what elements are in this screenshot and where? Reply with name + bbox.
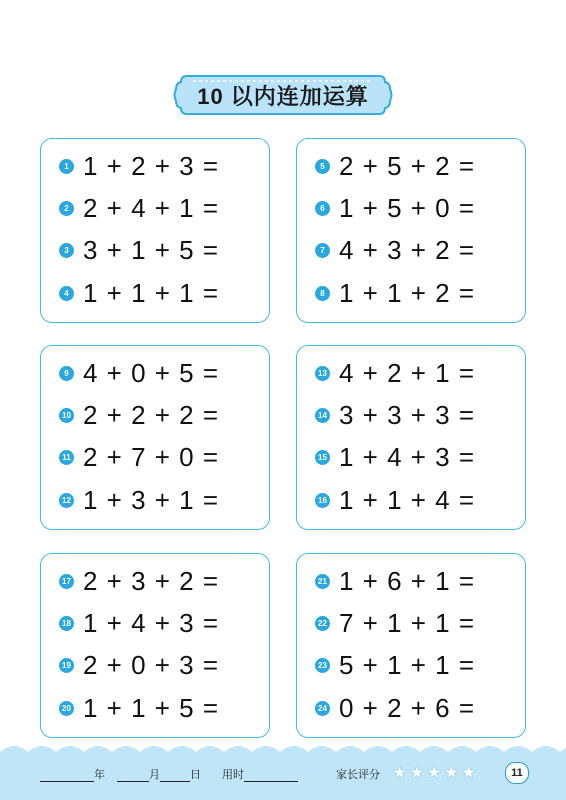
problem-number-badge: 11 bbox=[59, 450, 74, 465]
problem-number-badge: 7 bbox=[315, 243, 330, 258]
time-label: 用时 bbox=[222, 769, 244, 781]
problem-number-badge: 24 bbox=[315, 701, 330, 716]
problem-number-badge: 10 bbox=[59, 408, 74, 423]
problem-expression: 1 + 1 + 5 = bbox=[83, 692, 220, 723]
problem-row bbox=[59, 400, 219, 430]
problem-row bbox=[59, 650, 219, 680]
page-title-badge bbox=[173, 73, 393, 117]
problem-expression: 2 + 4 + 1 = bbox=[83, 192, 220, 223]
year-label: 年 bbox=[94, 769, 105, 781]
problem-panel bbox=[296, 553, 526, 738]
problem-number-badge: 6 bbox=[315, 201, 330, 216]
problem-expression: 4 + 3 + 2 = bbox=[339, 234, 476, 265]
problem-number-badge: 16 bbox=[315, 493, 330, 508]
problem-row bbox=[315, 193, 475, 223]
rating-stars[interactable] bbox=[392, 764, 476, 781]
problem-row bbox=[59, 693, 219, 723]
page-title: 10 以内连加运算 bbox=[197, 83, 369, 109]
problem-expression: 1 + 5 + 0 = bbox=[339, 192, 476, 223]
problem-row bbox=[315, 442, 475, 472]
problem-number-badge: 8 bbox=[315, 286, 330, 301]
problem-number-badge: 20 bbox=[59, 701, 74, 716]
problem-expression: 1 + 6 + 1 = bbox=[339, 565, 476, 596]
problem-row bbox=[59, 442, 219, 472]
problem-expression: 1 + 4 + 3 = bbox=[83, 607, 220, 638]
problem-number-badge: 1 bbox=[59, 159, 74, 174]
problem-row bbox=[59, 358, 219, 388]
problem-number-badge: 18 bbox=[59, 616, 74, 631]
problem-number-badge: 13 bbox=[315, 366, 330, 381]
rating-star-icon[interactable]: ★ bbox=[392, 763, 408, 782]
problem-expression: 0 + 2 + 6 = bbox=[339, 692, 476, 723]
problem-panel bbox=[296, 345, 526, 530]
problem-row bbox=[315, 400, 475, 430]
problem-panel bbox=[40, 138, 270, 323]
problem-expression: 2 + 3 + 2 = bbox=[83, 565, 220, 596]
problem-row bbox=[59, 608, 219, 638]
problem-expression: 5 + 1 + 1 = bbox=[339, 649, 476, 680]
problem-expression: 1 + 4 + 3 = bbox=[339, 441, 476, 472]
problem-row bbox=[315, 566, 475, 596]
problem-expression: 1 + 2 + 3 = bbox=[83, 150, 220, 181]
problem-expression: 4 + 0 + 5 = bbox=[83, 357, 220, 388]
problem-number-badge: 21 bbox=[315, 574, 330, 589]
problem-number-badge: 17 bbox=[59, 574, 74, 589]
problem-number-badge: 22 bbox=[315, 616, 330, 631]
rating-star-icon[interactable]: ★ bbox=[461, 763, 477, 782]
problem-number-badge: 15 bbox=[315, 450, 330, 465]
problem-row bbox=[315, 485, 475, 515]
rating-star-icon[interactable]: ★ bbox=[409, 763, 425, 782]
problem-row bbox=[315, 693, 475, 723]
problem-expression: 4 + 2 + 1 = bbox=[339, 357, 476, 388]
problem-number-badge: 2 bbox=[59, 201, 74, 216]
problem-number-badge: 4 bbox=[59, 286, 74, 301]
problem-number-badge: 23 bbox=[315, 658, 330, 673]
month-label: 月 bbox=[149, 769, 160, 781]
problem-expression: 2 + 5 + 2 = bbox=[339, 150, 476, 181]
problem-number-badge: 9 bbox=[59, 366, 74, 381]
problem-row bbox=[315, 278, 475, 308]
problem-row bbox=[59, 235, 219, 265]
problem-row bbox=[59, 566, 219, 596]
problem-row bbox=[315, 608, 475, 638]
problem-number-badge: 12 bbox=[59, 493, 74, 508]
problem-panel bbox=[40, 553, 270, 738]
problem-expression: 1 + 1 + 2 = bbox=[339, 277, 476, 308]
problem-panel bbox=[296, 138, 526, 323]
problem-expression: 7 + 1 + 1 = bbox=[339, 607, 476, 638]
problem-row bbox=[315, 358, 475, 388]
problem-expression: 2 + 0 + 3 = bbox=[83, 649, 220, 680]
problem-expression: 1 + 1 + 4 = bbox=[339, 484, 476, 515]
problem-row bbox=[315, 151, 475, 181]
problem-number-badge: 5 bbox=[315, 159, 330, 174]
problem-row bbox=[59, 193, 219, 223]
time-field[interactable] bbox=[222, 766, 298, 782]
date-field[interactable] bbox=[40, 766, 201, 782]
problem-row bbox=[315, 650, 475, 680]
day-label: 日 bbox=[190, 769, 201, 781]
problem-expression: 1 + 3 + 1 = bbox=[83, 484, 220, 515]
problem-panel bbox=[40, 345, 270, 530]
problem-row bbox=[315, 235, 475, 265]
problem-row bbox=[59, 278, 219, 308]
problem-row bbox=[59, 151, 219, 181]
page-number: 11 bbox=[505, 762, 529, 784]
problem-expression: 2 + 7 + 0 = bbox=[83, 441, 220, 472]
problem-number-badge: 19 bbox=[59, 658, 74, 673]
problem-expression: 2 + 2 + 2 = bbox=[83, 399, 220, 430]
rating-star-icon[interactable]: ★ bbox=[426, 763, 442, 782]
rating-star-icon[interactable]: ★ bbox=[443, 763, 459, 782]
problem-row bbox=[59, 485, 219, 515]
problem-number-badge: 3 bbox=[59, 243, 74, 258]
problem-number-badge: 14 bbox=[315, 408, 330, 423]
problem-expression: 3 + 1 + 5 = bbox=[83, 234, 220, 265]
problem-expression: 3 + 3 + 3 = bbox=[339, 399, 476, 430]
rating-label: 家长评分 bbox=[336, 769, 380, 781]
problem-expression: 1 + 1 + 1 = bbox=[83, 277, 220, 308]
